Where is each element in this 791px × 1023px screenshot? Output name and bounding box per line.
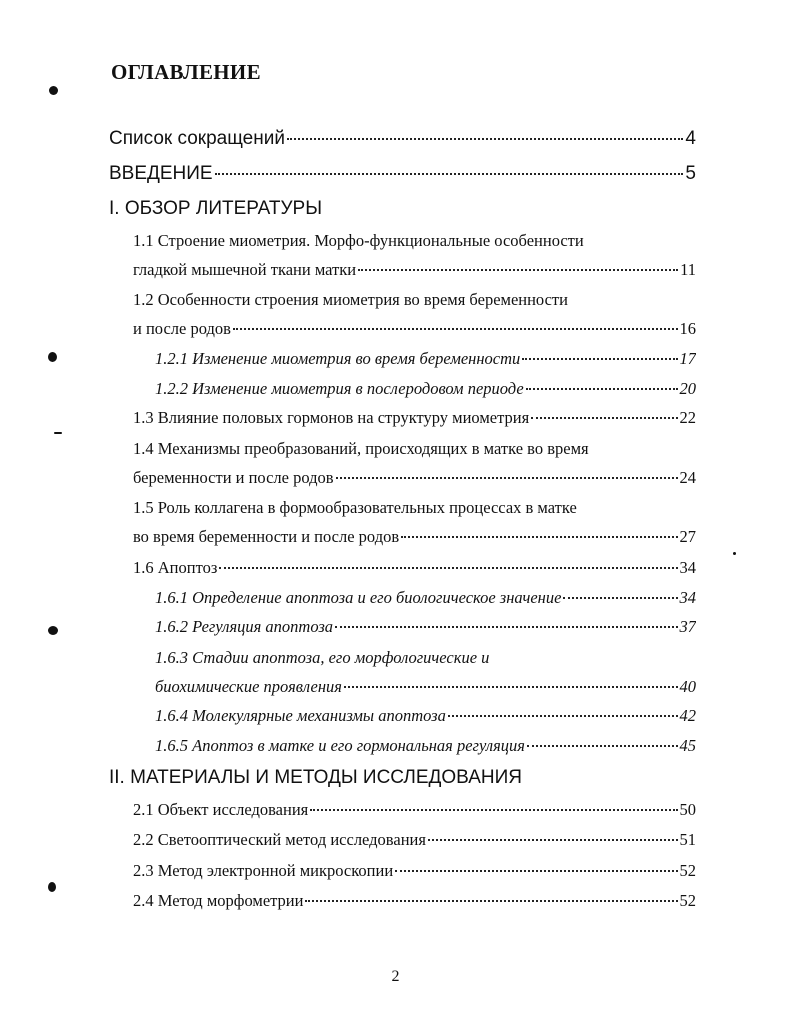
dot-leader (563, 597, 677, 599)
toc-label: 1.2.2 Изменение миометрия в послеродовом периоде (155, 379, 524, 398)
toc-page: 16 (679, 319, 696, 338)
toc-label: 1.3 Влияние половых гормонов на структуру миометрия (133, 408, 530, 427)
chapter-2-heading[interactable]: II. МАТЕРИАЛЫ И МЕТОДЫ ИССЛЕДОВАНИЯ (109, 767, 522, 788)
toc-entry-1-6[interactable] (133, 558, 696, 578)
toc-entry-abbreviations[interactable] (109, 128, 696, 150)
dot-leader (448, 715, 678, 717)
toc-entry-1-6-4[interactable] (155, 706, 696, 726)
dot-leader (344, 686, 678, 688)
scan-dot-mark (733, 552, 736, 555)
toc-page: 34 (679, 588, 696, 607)
toc-page: 27 (679, 527, 696, 546)
toc-page: 42 (679, 706, 696, 725)
toc-entry-1-2-2[interactable] (155, 379, 696, 399)
dot-leader (358, 269, 678, 271)
toc-label: 2.1 Объект исследования (133, 800, 309, 819)
toc-entry-2-3[interactable] (133, 861, 696, 881)
toc-page: 51 (679, 830, 696, 849)
toc-label: 1.6.2 Регуляция апоптоза (155, 617, 334, 636)
toc-label: во время беременности и после родов (133, 527, 400, 546)
toc-entry-1-2[interactable] (133, 319, 696, 339)
page-number: 2 (391, 968, 400, 985)
scan-dash-mark (54, 432, 62, 434)
toc-page: 4 (685, 128, 696, 149)
dot-leader (522, 358, 677, 360)
dot-leader (310, 809, 677, 811)
dot-leader (215, 173, 684, 175)
toc-entry-1-6-5[interactable] (155, 736, 696, 756)
toc-page: 11 (680, 260, 696, 279)
toc-page: 34 (679, 558, 696, 577)
toc-label: 1.6.5 Апоптоз в матке и его гормональная регуляция (155, 736, 525, 755)
toc-entry-1-1[interactable] (133, 260, 696, 280)
toc-page: 20 (679, 379, 696, 398)
toc-entry-introduction[interactable] (109, 163, 696, 185)
toc-page: 45 (679, 736, 696, 755)
dot-leader (287, 138, 683, 140)
toc-entry-1-2-line1[interactable]: 1.2 Особенности строения миометрия во время беременности (133, 290, 568, 309)
toc-page: 5 (685, 163, 696, 184)
page-title: ОГЛАВЛЕНИЕ (111, 60, 261, 84)
dot-leader (401, 536, 677, 538)
dot-leader (527, 745, 678, 747)
toc-label: Список сокращений (109, 128, 285, 149)
dot-leader (395, 870, 677, 872)
toc-label: 2.4 Метод морфометрии (133, 891, 304, 910)
toc-entry-1-2-1[interactable] (155, 349, 696, 369)
toc-page: 24 (679, 468, 696, 487)
dot-leader (336, 477, 678, 479)
toc-entry-1-6-2[interactable] (155, 617, 696, 637)
dot-leader (305, 900, 677, 902)
toc-label: беременности и после родов (133, 468, 334, 487)
toc-label: гладкой мышечной ткани матки (133, 260, 357, 279)
punch-hole-mark (48, 352, 57, 362)
toc-entry-2-4[interactable] (133, 891, 696, 911)
toc-page: 50 (679, 800, 696, 819)
toc-page: 52 (679, 891, 696, 910)
toc-label: 1.2.1 Изменение миометрия во время беременности (155, 349, 521, 368)
dot-leader (526, 388, 678, 390)
toc-entry-1-6-3-line1[interactable]: 1.6.3 Стадии апоптоза, его морфологические и (155, 648, 490, 667)
dot-leader (531, 417, 677, 419)
toc-page: 22 (679, 408, 696, 427)
toc-entry-2-2[interactable] (133, 830, 696, 850)
toc-page: 17 (679, 349, 696, 368)
toc-label: биохимические проявления (155, 677, 342, 696)
toc-entry-1-3[interactable] (133, 408, 696, 428)
dot-leader (233, 328, 678, 330)
toc-entry-1-4[interactable] (133, 468, 696, 488)
toc-label: 1.6 Апоптоз (133, 558, 218, 577)
toc-label: ВВЕДЕНИЕ (109, 163, 213, 184)
toc-label: 2.3 Метод электронной микроскопии (133, 861, 394, 880)
toc-entry-1-5-line1[interactable]: 1.5 Роль коллагена в формообразовательных процессах в матке (133, 498, 577, 517)
punch-hole-mark (49, 86, 58, 95)
toc-label: 1.6.1 Определение апоптоза и его биологическое значение (155, 588, 562, 607)
toc-entry-1-6-1[interactable] (155, 588, 696, 608)
toc-label: 2.2 Светооптический метод исследования (133, 830, 426, 849)
dot-leader (428, 839, 678, 841)
toc-page: 52 (679, 861, 696, 880)
toc-entry-1-5[interactable] (133, 527, 696, 547)
toc-entry-1-4-line1[interactable]: 1.4 Механизмы преобразований, происходящих в матке во время (133, 439, 589, 458)
dot-leader (335, 626, 677, 628)
punch-hole-mark (48, 626, 58, 635)
toc-entry-1-6-3[interactable] (155, 677, 696, 697)
toc-label: 1.6.4 Молекулярные механизмы апоптоза (155, 706, 446, 725)
chapter-1-heading[interactable]: I. ОБЗОР ЛИТЕРАТУРЫ (109, 198, 323, 219)
toc-entry-2-1[interactable] (133, 800, 696, 820)
punch-hole-mark (48, 882, 56, 892)
toc-label: и после родов (133, 319, 231, 338)
toc-page: 40 (679, 677, 696, 696)
toc-page: 37 (679, 617, 696, 636)
dot-leader (219, 567, 677, 569)
toc-entry-1-1-line1[interactable]: 1.1 Строение миометрия. Морфо-функциональные особенности (133, 231, 584, 250)
